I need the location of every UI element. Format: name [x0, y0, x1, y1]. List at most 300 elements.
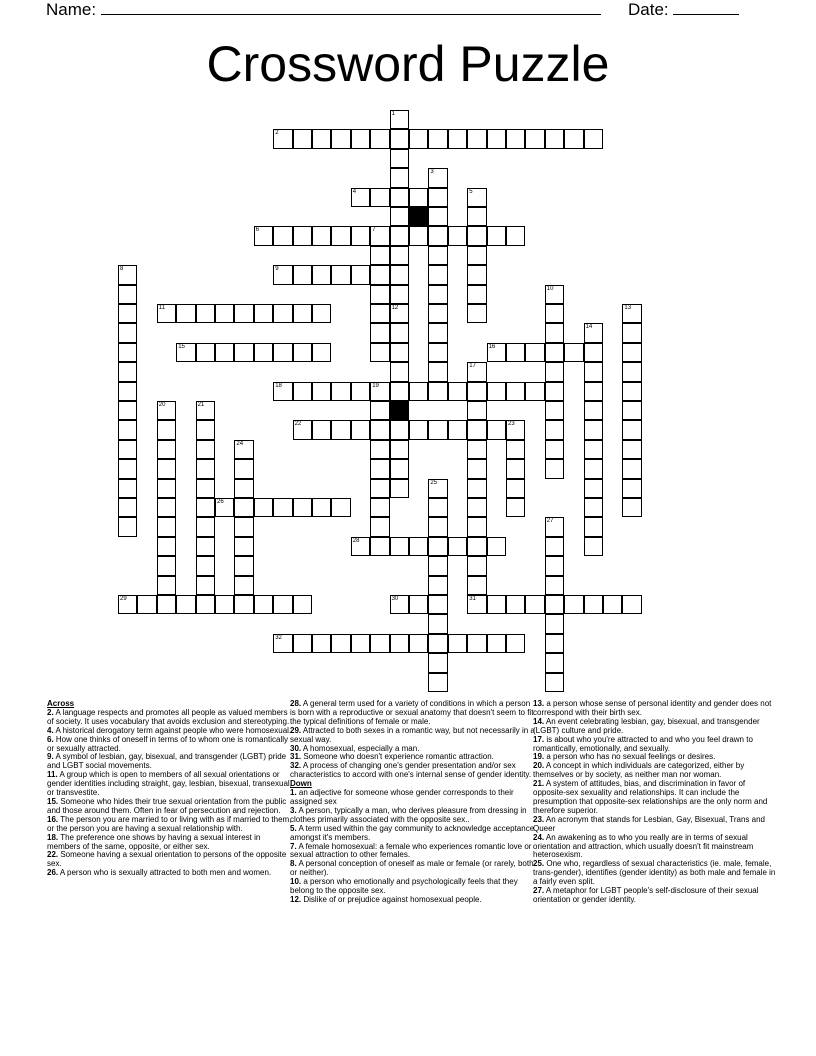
grid-cell[interactable] — [331, 420, 350, 439]
grid-cell[interactable] — [448, 420, 467, 439]
grid-cell[interactable] — [273, 343, 292, 362]
grid-cell[interactable] — [370, 285, 389, 304]
grid-cell[interactable] — [234, 576, 253, 595]
grid-cell[interactable] — [390, 188, 409, 207]
grid-cell[interactable] — [467, 226, 486, 245]
grid-cell[interactable] — [312, 304, 331, 323]
grid-cell[interactable] — [428, 576, 447, 595]
grid-cell[interactable] — [428, 207, 447, 226]
grid-cell[interactable] — [390, 323, 409, 342]
grid-cell[interactable] — [234, 304, 253, 323]
grid-cell[interactable] — [157, 479, 176, 498]
grid-cell[interactable] — [525, 343, 544, 362]
grid-cell[interactable] — [487, 595, 506, 614]
grid-cell[interactable] — [428, 168, 447, 187]
clue — [533, 834, 779, 861]
clue-number: 29 — [120, 596, 127, 602]
grid-cell[interactable] — [196, 343, 215, 362]
grid-cell[interactable] — [487, 226, 506, 245]
grid-cell[interactable] — [428, 265, 447, 284]
grid-cell[interactable] — [390, 110, 409, 129]
grid-cell[interactable] — [409, 226, 428, 245]
grid-cell[interactable] — [525, 595, 544, 614]
grid-cell[interactable] — [584, 479, 603, 498]
grid-cell[interactable] — [467, 595, 486, 614]
grid-cell[interactable] — [545, 440, 564, 459]
grid-cell[interactable] — [448, 226, 467, 245]
grid-cell[interactable] — [584, 517, 603, 536]
grid-cell[interactable] — [157, 595, 176, 614]
grid-cell[interactable] — [545, 653, 564, 672]
grid-cell[interactable] — [428, 653, 447, 672]
grid-cell[interactable] — [525, 129, 544, 148]
grid-cell[interactable] — [487, 420, 506, 439]
grid-cell[interactable] — [506, 420, 525, 439]
grid-cell[interactable] — [293, 634, 312, 653]
grid-cell[interactable] — [390, 420, 409, 439]
grid-cell[interactable] — [545, 556, 564, 575]
grid-cell[interactable] — [584, 343, 603, 362]
grid-cell[interactable] — [390, 149, 409, 168]
grid-cell[interactable] — [215, 343, 234, 362]
grid-cell[interactable] — [487, 343, 506, 362]
grid-cell[interactable] — [331, 226, 350, 245]
clue-num: 6. — [47, 734, 54, 744]
grid-cell[interactable] — [157, 401, 176, 420]
grid-cell[interactable] — [293, 382, 312, 401]
grid-cell[interactable] — [467, 517, 486, 536]
clue — [290, 807, 536, 825]
grid-cell[interactable] — [234, 537, 253, 556]
grid-cell[interactable] — [234, 459, 253, 478]
grid-cell[interactable] — [351, 129, 370, 148]
grid-cell[interactable] — [428, 285, 447, 304]
grid-cell[interactable] — [370, 517, 389, 536]
grid-cell[interactable] — [157, 440, 176, 459]
grid-cell[interactable] — [506, 498, 525, 517]
grid-cell[interactable] — [273, 382, 292, 401]
grid-cell[interactable] — [390, 634, 409, 653]
grid-cell[interactable] — [370, 420, 389, 439]
grid-cell[interactable] — [254, 343, 273, 362]
grid-cell[interactable] — [409, 382, 428, 401]
grid-cell[interactable] — [390, 265, 409, 284]
grid-cell[interactable] — [351, 226, 370, 245]
grid-cell[interactable] — [312, 226, 331, 245]
grid-cell[interactable] — [234, 556, 253, 575]
grid-cell[interactable] — [467, 382, 486, 401]
grid-cell[interactable] — [370, 226, 389, 245]
grid-cell[interactable] — [157, 537, 176, 556]
grid-cell[interactable] — [351, 265, 370, 284]
grid-cell[interactable] — [428, 304, 447, 323]
grid-cell[interactable] — [428, 556, 447, 575]
grid-cell[interactable] — [545, 362, 564, 381]
grid-cell[interactable] — [118, 498, 137, 517]
grid-cell[interactable] — [428, 362, 447, 381]
grid-cell[interactable] — [584, 537, 603, 556]
clue-text: A person who is sexually attracted to both men and women. — [58, 868, 272, 878]
grid-cell[interactable] — [390, 440, 409, 459]
grid-cell[interactable] — [390, 207, 409, 226]
grid-cell[interactable] — [467, 556, 486, 575]
grid-cell[interactable] — [467, 285, 486, 304]
grid-cell[interactable] — [390, 537, 409, 556]
grid-cell[interactable] — [584, 595, 603, 614]
grid-cell[interactable] — [428, 614, 447, 633]
grid-cell[interactable] — [118, 479, 137, 498]
grid-cell[interactable] — [428, 420, 447, 439]
grid-cell[interactable] — [409, 188, 428, 207]
grid-cell[interactable] — [428, 382, 447, 401]
grid-cell[interactable] — [622, 323, 641, 342]
grid-cell[interactable] — [118, 265, 137, 284]
grid-cell[interactable] — [118, 517, 137, 536]
grid-cell[interactable] — [351, 420, 370, 439]
grid-cell[interactable] — [506, 459, 525, 478]
grid-cell[interactable] — [390, 285, 409, 304]
grid-cell[interactable] — [487, 129, 506, 148]
grid-cell[interactable] — [545, 634, 564, 653]
grid-cell[interactable] — [525, 382, 544, 401]
grid-cell[interactable] — [545, 517, 564, 536]
grid-cell[interactable] — [293, 265, 312, 284]
grid-cell[interactable] — [370, 479, 389, 498]
grid-cell[interactable] — [448, 129, 467, 148]
clue — [47, 736, 293, 754]
grid-cell[interactable] — [176, 595, 195, 614]
grid-cell[interactable] — [196, 440, 215, 459]
grid-cell[interactable] — [467, 498, 486, 517]
grid-cell[interactable] — [196, 498, 215, 517]
grid-cell[interactable] — [370, 440, 389, 459]
grid-cell[interactable] — [545, 420, 564, 439]
clue-num: 10. — [290, 877, 302, 887]
grid-cell[interactable] — [409, 595, 428, 614]
grid-cell[interactable] — [467, 401, 486, 420]
grid-cell[interactable] — [312, 343, 331, 362]
grid-cell[interactable] — [622, 440, 641, 459]
grid-cell[interactable] — [545, 459, 564, 478]
grid-cell[interactable] — [545, 595, 564, 614]
grid-cell[interactable] — [215, 595, 234, 614]
grid-cell[interactable] — [428, 226, 447, 245]
grid-cell[interactable] — [351, 382, 370, 401]
grid-cell[interactable] — [584, 401, 603, 420]
grid-cell[interactable] — [390, 304, 409, 323]
grid-cell[interactable] — [293, 129, 312, 148]
grid-cell[interactable] — [409, 537, 428, 556]
grid-cell[interactable] — [215, 304, 234, 323]
grid-cell[interactable] — [196, 479, 215, 498]
grid-cell[interactable] — [467, 304, 486, 323]
grid-cell[interactable] — [622, 401, 641, 420]
grid-cell[interactable] — [137, 595, 156, 614]
grid-cell[interactable] — [409, 634, 428, 653]
grid-cell[interactable] — [467, 362, 486, 381]
grid-cell[interactable] — [234, 343, 253, 362]
grid-cell[interactable] — [467, 459, 486, 478]
grid-cell[interactable] — [118, 304, 137, 323]
grid-cell[interactable] — [409, 420, 428, 439]
grid-cell[interactable] — [506, 479, 525, 498]
grid-cell[interactable] — [428, 673, 447, 692]
grid-cell[interactable] — [487, 634, 506, 653]
grid-cell[interactable] — [428, 634, 447, 653]
grid-cell[interactable] — [467, 265, 486, 284]
grid-cell[interactable] — [157, 517, 176, 536]
grid-cell[interactable] — [545, 537, 564, 556]
grid-cell[interactable] — [487, 382, 506, 401]
grid-cell[interactable] — [467, 207, 486, 226]
grid-cell[interactable] — [564, 129, 583, 148]
grid-cell[interactable] — [157, 576, 176, 595]
grid-cell[interactable] — [234, 595, 253, 614]
grid-cell[interactable] — [331, 129, 350, 148]
grid-cell[interactable] — [467, 576, 486, 595]
grid-cell[interactable] — [428, 595, 447, 614]
grid-cell[interactable] — [293, 420, 312, 439]
grid-cell[interactable] — [506, 129, 525, 148]
grid-cell[interactable] — [506, 382, 525, 401]
grid-cell[interactable] — [196, 401, 215, 420]
grid-cell[interactable] — [428, 129, 447, 148]
grid-cell[interactable] — [157, 556, 176, 575]
grid-cell[interactable] — [545, 382, 564, 401]
grid-cell[interactable] — [390, 595, 409, 614]
grid-cell[interactable] — [370, 188, 389, 207]
grid-cell[interactable] — [254, 226, 273, 245]
grid-cell[interactable] — [312, 498, 331, 517]
grid-cell[interactable] — [118, 459, 137, 478]
clue-text: A language respects and promotes all people as valued members of society. It uses vocabulary that avoids exclusion and stereotyping. — [47, 707, 290, 726]
grid-cell[interactable] — [428, 323, 447, 342]
black-square — [409, 207, 428, 226]
grid-cell[interactable] — [390, 129, 409, 148]
clue-number: 5 — [469, 188, 473, 195]
grid-cell[interactable] — [312, 265, 331, 284]
grid-cell[interactable] — [506, 634, 525, 653]
grid-cell[interactable] — [467, 246, 486, 265]
grid-cell[interactable] — [370, 265, 389, 284]
grid-cell[interactable] — [293, 595, 312, 614]
grid-cell[interactable] — [273, 304, 292, 323]
grid-cell[interactable] — [370, 246, 389, 265]
grid-cell[interactable] — [254, 498, 273, 517]
grid-cell[interactable] — [584, 420, 603, 439]
grid-cell[interactable] — [176, 304, 195, 323]
grid-cell[interactable] — [584, 440, 603, 459]
grid-cell[interactable] — [157, 420, 176, 439]
grid-cell[interactable] — [196, 537, 215, 556]
grid-cell[interactable] — [506, 440, 525, 459]
grid-cell[interactable] — [196, 576, 215, 595]
clue-num: 28. — [290, 699, 302, 708]
grid-cell[interactable] — [622, 362, 641, 381]
grid-cell[interactable] — [331, 634, 350, 653]
grid-cell[interactable] — [622, 343, 641, 362]
grid-cell[interactable] — [428, 537, 447, 556]
grid-cell[interactable] — [622, 459, 641, 478]
grid-cell[interactable] — [506, 343, 525, 362]
grid-cell[interactable] — [390, 479, 409, 498]
grid-cell[interactable] — [467, 479, 486, 498]
grid-cell[interactable] — [273, 498, 292, 517]
grid-cell[interactable] — [118, 382, 137, 401]
grid-cell[interactable] — [118, 285, 137, 304]
grid-cell[interactable] — [312, 129, 331, 148]
grid-cell[interactable] — [293, 343, 312, 362]
grid-cell[interactable] — [234, 517, 253, 536]
grid-cell[interactable] — [428, 498, 447, 517]
grid-cell[interactable] — [370, 634, 389, 653]
grid-cell[interactable] — [196, 420, 215, 439]
grid-cell[interactable] — [370, 382, 389, 401]
grid-cell[interactable] — [312, 382, 331, 401]
grid-cell[interactable] — [370, 323, 389, 342]
grid-cell[interactable] — [448, 382, 467, 401]
grid-cell[interactable] — [487, 537, 506, 556]
grid-cell[interactable] — [234, 498, 253, 517]
grid-cell[interactable] — [409, 129, 428, 148]
clue-text: One who, regardless of sexual characteristics (ie. male, female, trans-gender), identifies (gender identity) as both male and female in a fairly even split. — [533, 859, 776, 887]
grid-cell[interactable] — [448, 537, 467, 556]
grid-cell[interactable] — [545, 401, 564, 420]
grid-cell[interactable] — [293, 226, 312, 245]
grid-cell[interactable] — [622, 420, 641, 439]
grid-cell[interactable] — [564, 343, 583, 362]
grid-cell[interactable] — [564, 595, 583, 614]
grid-cell[interactable] — [196, 595, 215, 614]
grid-cell[interactable] — [467, 634, 486, 653]
grid-cell[interactable] — [196, 517, 215, 536]
grid-cell[interactable] — [448, 634, 467, 653]
grid-cell[interactable] — [293, 304, 312, 323]
grid-cell[interactable] — [331, 382, 350, 401]
grid-cell[interactable] — [118, 323, 137, 342]
grid-cell[interactable] — [234, 479, 253, 498]
grid-cell[interactable] — [215, 498, 234, 517]
clue-num: 29. — [290, 725, 302, 735]
grid-cell[interactable] — [351, 537, 370, 556]
grid-cell[interactable] — [622, 479, 641, 498]
grid-cell[interactable] — [584, 459, 603, 478]
grid-cell[interactable] — [390, 226, 409, 245]
grid-cell[interactable] — [254, 304, 273, 323]
grid-cell[interactable] — [331, 265, 350, 284]
grid-cell[interactable] — [390, 343, 409, 362]
grid-cell[interactable] — [370, 343, 389, 362]
grid-cell[interactable] — [545, 323, 564, 342]
grid-cell[interactable] — [370, 537, 389, 556]
grid-cell[interactable] — [118, 595, 137, 614]
grid-cell[interactable] — [390, 246, 409, 265]
clue — [533, 887, 779, 905]
grid-cell[interactable] — [428, 343, 447, 362]
grid-cell[interactable] — [622, 382, 641, 401]
grid-cell[interactable] — [196, 459, 215, 478]
grid-cell[interactable] — [428, 246, 447, 265]
grid-cell[interactable] — [506, 226, 525, 245]
grid-cell[interactable] — [351, 634, 370, 653]
grid-cell[interactable] — [118, 440, 137, 459]
grid-cell[interactable] — [370, 304, 389, 323]
grid-cell[interactable] — [273, 265, 292, 284]
grid-cell[interactable] — [390, 362, 409, 381]
grid-cell[interactable] — [622, 498, 641, 517]
grid-cell[interactable] — [545, 576, 564, 595]
grid-cell[interactable] — [390, 459, 409, 478]
grid-cell[interactable] — [506, 595, 525, 614]
grid-cell[interactable] — [545, 673, 564, 692]
grid-cell[interactable] — [584, 382, 603, 401]
grid-cell[interactable] — [331, 498, 350, 517]
grid-cell[interactable] — [118, 343, 137, 362]
grid-cell[interactable] — [390, 168, 409, 187]
clue-num: 8. — [290, 859, 297, 869]
grid-cell[interactable] — [545, 343, 564, 362]
grid-cell[interactable] — [273, 595, 292, 614]
grid-cell[interactable] — [118, 362, 137, 381]
grid-cell[interactable] — [467, 129, 486, 148]
grid-cell[interactable] — [584, 129, 603, 148]
grid-cell[interactable] — [467, 440, 486, 459]
grid-cell[interactable] — [254, 595, 273, 614]
grid-cell[interactable] — [584, 362, 603, 381]
grid-cell[interactable] — [545, 614, 564, 633]
grid-cell[interactable] — [118, 420, 137, 439]
grid-cell[interactable] — [545, 285, 564, 304]
grid-cell[interactable] — [622, 595, 641, 614]
grid-cell[interactable] — [157, 459, 176, 478]
grid-cell[interactable] — [196, 556, 215, 575]
grid-cell[interactable] — [273, 634, 292, 653]
grid-cell[interactable] — [370, 459, 389, 478]
grid-cell[interactable] — [370, 129, 389, 148]
clue — [533, 736, 779, 754]
grid-cell[interactable] — [428, 479, 447, 498]
grid-cell[interactable] — [390, 382, 409, 401]
grid-cell[interactable] — [428, 188, 447, 207]
grid-cell[interactable] — [622, 304, 641, 323]
grid-cell[interactable] — [157, 304, 176, 323]
grid-cell[interactable] — [312, 634, 331, 653]
grid-cell[interactable] — [467, 537, 486, 556]
grid-cell[interactable] — [545, 304, 564, 323]
grid-cell[interactable] — [293, 498, 312, 517]
grid-cell[interactable] — [584, 323, 603, 342]
grid-cell[interactable] — [428, 517, 447, 536]
grid-cell[interactable] — [196, 304, 215, 323]
grid-cell[interactable] — [312, 420, 331, 439]
grid-cell[interactable] — [545, 129, 564, 148]
grid-cell[interactable] — [603, 595, 622, 614]
grid-cell[interactable] — [370, 498, 389, 517]
grid-cell[interactable] — [273, 129, 292, 148]
grid-cell[interactable] — [351, 188, 370, 207]
grid-cell[interactable] — [234, 440, 253, 459]
grid-cell[interactable] — [370, 401, 389, 420]
grid-cell[interactable] — [157, 498, 176, 517]
grid-cell[interactable] — [467, 420, 486, 439]
clue-number: 24 — [236, 440, 244, 447]
grid-cell[interactable] — [273, 226, 292, 245]
grid-cell[interactable] — [176, 343, 195, 362]
grid-cell[interactable] — [584, 498, 603, 517]
grid-cell[interactable] — [467, 188, 486, 207]
grid-cell[interactable] — [118, 401, 137, 420]
clue-num: 20. — [533, 761, 545, 771]
